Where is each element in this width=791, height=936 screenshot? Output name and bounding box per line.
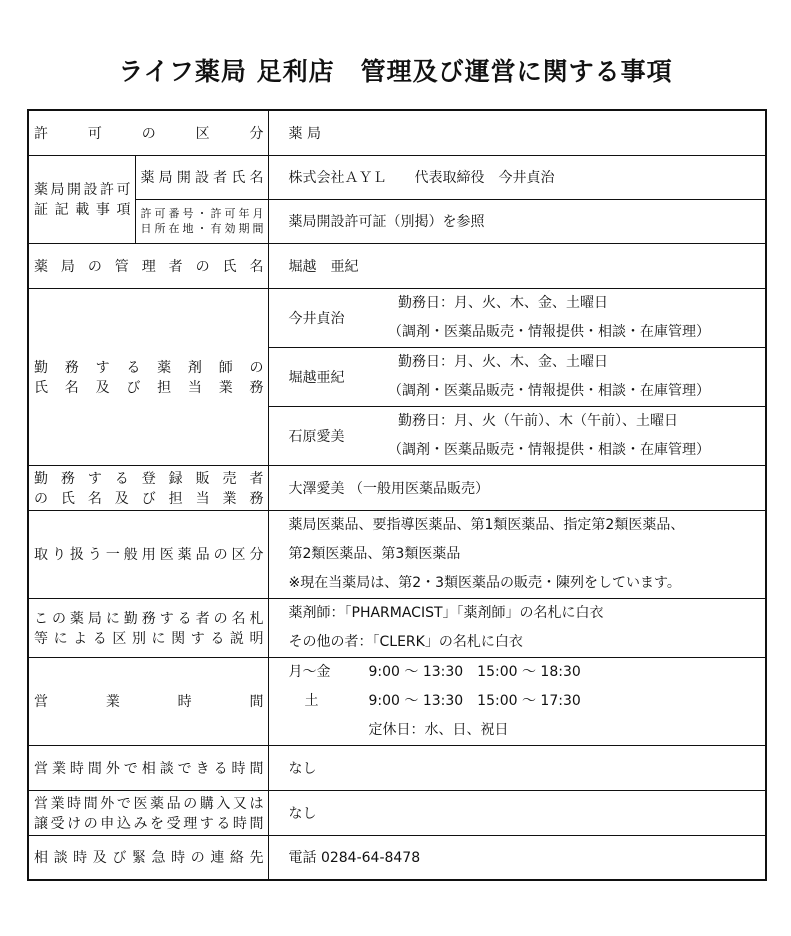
permit-label: 許可の区分 — [34, 125, 264, 142]
hours-sat-day: 土 — [304, 692, 319, 709]
otc-line-1: 薬局医薬品、要指導医薬品、第1類医薬品、指定第2類医薬品、 — [288, 516, 685, 533]
contact-label: 相談時及び緊急時の連絡先 — [34, 850, 264, 867]
contact-value: 電話 0284-64-8478 — [268, 835, 766, 880]
row-manager — [28, 243, 766, 288]
hours-weekday-time: 9:00 ～ 13:30 15:00 ～ 18:30 — [368, 663, 581, 680]
name-tag-label-2: 等による区別に関する説明 — [34, 630, 264, 647]
pharmacist-name: 石原愛美 — [268, 406, 388, 465]
hours-weekday — [289, 658, 758, 687]
row-pharmacist-1 — [28, 288, 766, 347]
row-after-hours-orders — [28, 790, 766, 835]
name-tag-label-1: この薬局に勤務する者の名札 — [34, 610, 264, 627]
name-tag-line-2: その他の者：「CLERK」の名札に白衣 — [288, 633, 523, 650]
owner-value: 株式会社ＡＹＬ 代表取締役 今井貞治 — [268, 155, 766, 199]
otc-line-3: ※現在当薬局は、第2・3類医薬品の販売・陳列をしています。 — [288, 574, 681, 591]
pharmacist-name: 今井貞治 — [268, 288, 388, 347]
permit-value: 薬 局 — [268, 110, 766, 155]
permit-no-value: 薬局開設許可証（別掲）を参照 — [268, 199, 766, 243]
otc-label: 取り扱う一般用医薬品の区分 — [34, 547, 264, 563]
info-table — [27, 109, 767, 881]
license-label-1: 薬局開設許可 — [34, 182, 131, 198]
pharmacists-label-1: 勤務する薬剤師の — [34, 359, 264, 376]
hours-sat-time: 9:00 ～ 13:30 15:00 ～ 17:30 — [368, 692, 581, 709]
seller-label-1: 勤務する登録販売者 — [34, 470, 264, 487]
pharmacist-days: 勤務日：月、火、木、金、土曜日 — [398, 353, 608, 370]
pharmacists-label-2: 氏名及び担当業務 — [34, 379, 264, 396]
row-registered-seller — [28, 465, 766, 510]
seller-value: 大澤愛美 （一般用医薬品販売） — [268, 465, 766, 510]
row-name-tag — [28, 598, 766, 657]
pharmacist-duties: （調剤・医薬品販売・情報提供・相談・在庫管理） — [388, 382, 710, 399]
name-tag-line-1: 薬剤師：「PHARMACIST」「薬剤師」の名札に白衣 — [288, 604, 604, 621]
hours-saturday — [289, 687, 758, 716]
permit-no-label-1: 許可番号・許可年月 — [140, 207, 264, 220]
hours-label: 営業時間 — [34, 694, 264, 710]
hours-weekday-day: 月～金 — [288, 663, 331, 680]
row-after-hours — [28, 745, 766, 790]
orders-label-2: 譲受けの申込みを受理する時間 — [34, 815, 264, 832]
manager-label: 薬局の管理者の氏名 — [34, 258, 264, 275]
manager-value: 堀越 亜紀 — [268, 243, 766, 288]
row-contact — [28, 835, 766, 880]
permit-no-label-2: 日所在地・有効期間 — [140, 222, 264, 235]
page-title: ライフ薬局 足利店 管理及び運営に関する事項 — [118, 57, 673, 86]
hours-closed-days: 定休日：水、日、祝日 — [368, 721, 509, 738]
pharmacist-days: 勤務日：月、火、木、金、土曜日 — [398, 294, 608, 311]
orders-label-1: 営業時間外で医薬品の購入又は — [34, 795, 264, 812]
pharmacist-days: 勤務日：月、火（午前）、木（午前）、土曜日 — [398, 412, 678, 429]
otc-line-2: 第2類医薬品、第3類医薬品 — [288, 545, 461, 562]
row-license-permit — [28, 199, 766, 243]
row-hours — [28, 657, 766, 745]
pharmacist-duties: （調剤・医薬品販売・情報提供・相談・在庫管理） — [388, 323, 710, 340]
orders-value: なし — [268, 790, 766, 835]
seller-label-2: の氏名及び担当業務 — [34, 490, 264, 507]
row-permit — [28, 110, 766, 155]
row-license-owner — [28, 155, 766, 199]
hours-closed — [289, 716, 758, 745]
license-label-2: 証記載事項 — [34, 202, 131, 218]
after-hours-value: なし — [268, 745, 766, 790]
pharmacist-duties: （調剤・医薬品販売・情報提供・相談・在庫管理） — [388, 441, 710, 458]
pharmacist-name: 堀越亜紀 — [268, 347, 388, 406]
row-otc-category — [28, 510, 766, 598]
owner-label: 薬局開設者氏名 — [140, 170, 264, 186]
after-hours-label: 営業時間外で相談できる時間 — [34, 760, 264, 777]
